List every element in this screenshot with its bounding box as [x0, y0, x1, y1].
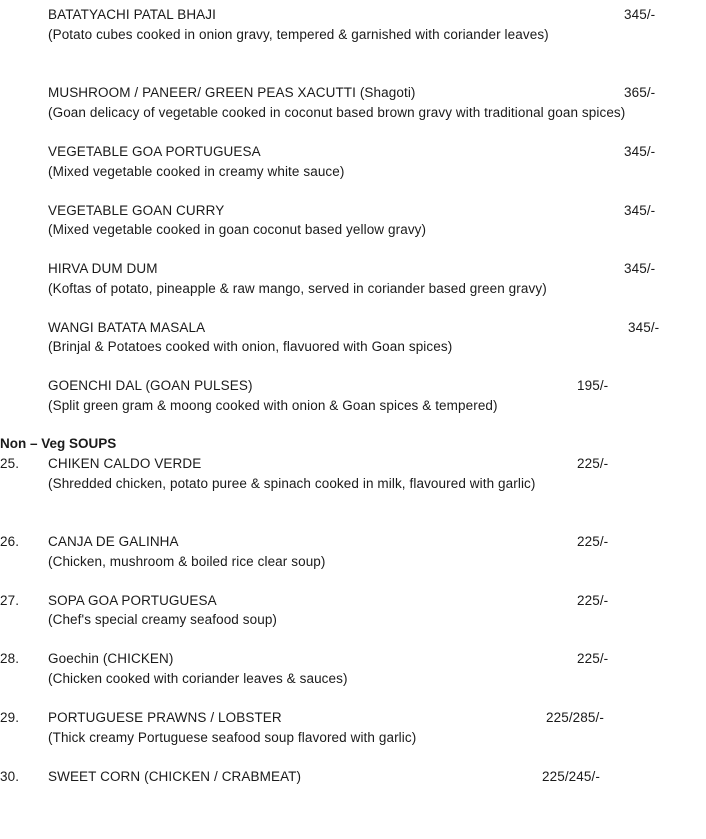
item-price: 225/285/-	[546, 710, 604, 725]
item-number: 27.	[0, 593, 20, 608]
item-name: CHIKEN CALDO VERDE	[48, 456, 202, 471]
item-description: (Koftas of potato, pineapple & raw mango, served in coriander based green gravy)	[48, 281, 547, 296]
item-description: (Potato cubes cooked in onion gravy, tempered & garnished with coriander leaves)	[48, 27, 549, 42]
item-name: CANJA DE GALINHA	[48, 534, 179, 549]
item-price: 225/-	[577, 593, 609, 608]
item-name: SWEET CORN (CHICKEN / CRABMEAT)	[48, 769, 302, 784]
item-description: (Thick creamy Portuguese seafood soup flavored with garlic)	[48, 730, 417, 745]
item-price: 365/-	[624, 85, 656, 100]
item-description: (Shredded chicken, potato puree & spinach cooked in milk, flavoured with garlic)	[48, 476, 536, 491]
item-number: 30.	[0, 769, 20, 784]
item-name: WANGI BATATA MASALA	[48, 320, 206, 335]
item-price: 225/-	[577, 651, 609, 666]
item-price: 345/-	[624, 144, 656, 159]
item-name: VEGETABLE GOAN CURRY	[48, 203, 225, 218]
section-heading-nonveg-soups: Non – Veg SOUPS	[0, 436, 117, 451]
item-description: (Split green gram & moong cooked with onion & Goan spices & tempered)	[48, 398, 498, 413]
item-name: BATATYACHI PATAL BHAJI	[48, 7, 216, 22]
item-price: 345/-	[624, 7, 656, 22]
item-name: VEGETABLE GOA PORTUGUESA	[48, 144, 261, 159]
item-price: 345/-	[628, 320, 660, 335]
item-name: SOPA GOA PORTUGUESA	[48, 593, 217, 608]
item-price: 225/-	[577, 534, 609, 549]
item-name: MUSHROOM / PANEER/ GREEN PEAS XACUTTI (Shagoti)	[48, 85, 416, 100]
item-price: 345/-	[624, 203, 656, 218]
item-description: (Mixed vegetable cooked in goan coconut based yellow gravy)	[48, 222, 427, 237]
item-number: 26.	[0, 534, 20, 549]
item-description: (Brinjal & Potatoes cooked with onion, flavuored with Goan spices)	[48, 339, 453, 354]
item-price: 225/245/-	[542, 769, 600, 784]
item-price: 225/-	[577, 456, 609, 471]
item-number: 28.	[0, 651, 20, 666]
item-description: (Goan delicacy of vegetable cooked in coconut based brown gravy with traditional goan spices)	[48, 105, 626, 120]
item-name: GOENCHI DAL (GOAN PULSES)	[48, 378, 253, 393]
item-name: HIRVA DUM DUM	[48, 261, 158, 276]
item-number: 29.	[0, 710, 20, 725]
item-name: PORTUGUESE PRAWNS / LOBSTER	[48, 710, 282, 725]
item-description: (Chicken, mushroom & boiled rice clear soup)	[48, 554, 326, 569]
item-description: (Chef's special creamy seafood soup)	[48, 612, 278, 627]
item-price: 345/-	[624, 261, 656, 276]
item-description: (Chicken cooked with coriander leaves & sauces)	[48, 671, 348, 686]
item-description: (Mixed vegetable cooked in creamy white sauce)	[48, 164, 345, 179]
item-price: 195/-	[577, 378, 609, 393]
item-name: Goechin (CHICKEN)	[48, 651, 174, 666]
item-number: 25.	[0, 456, 20, 471]
